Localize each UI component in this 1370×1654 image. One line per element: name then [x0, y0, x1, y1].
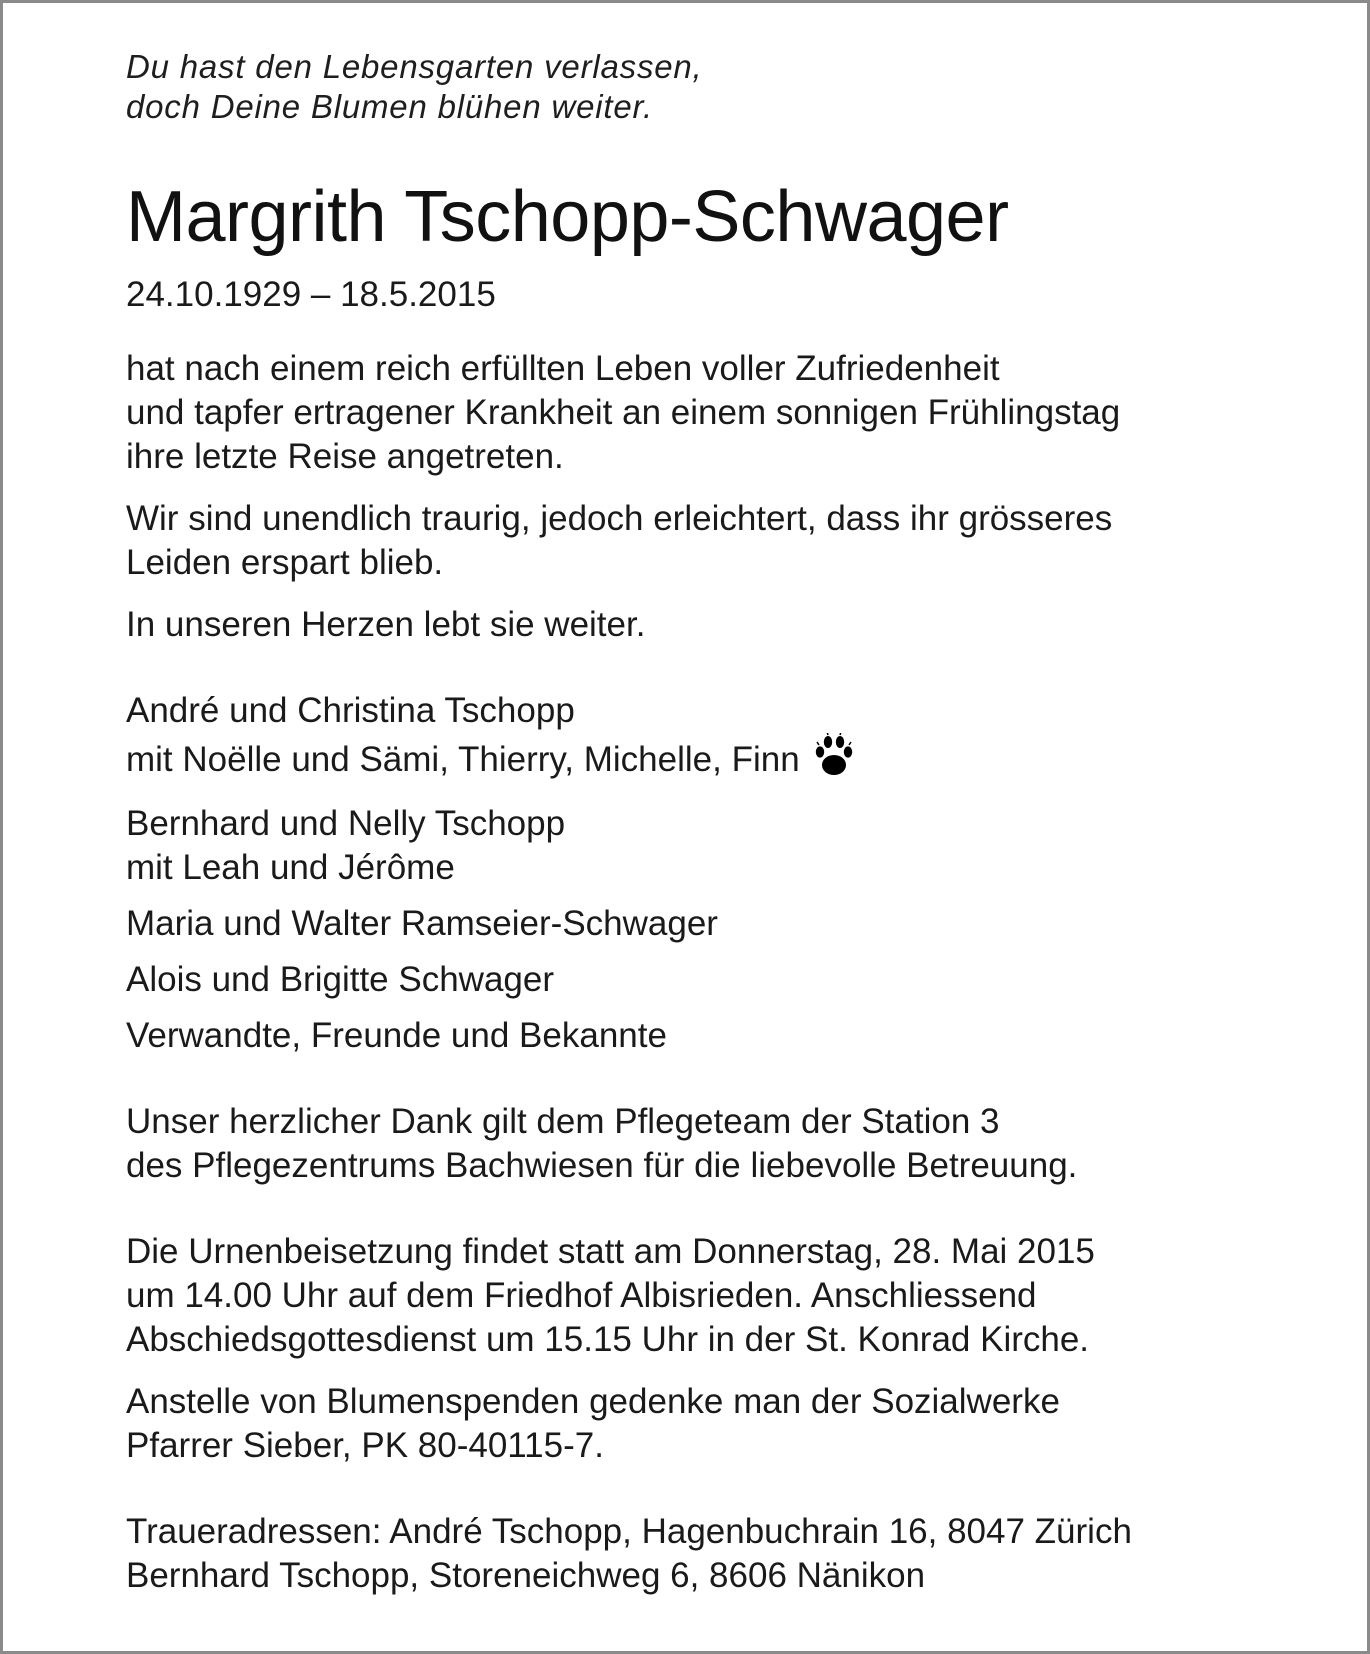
family-alois: Alois und Brigitte Schwager [126, 960, 554, 999]
ceremony-line: um 14.00 Uhr auf dem Friedhof Albisrieden. Anschliessend [126, 1276, 1037, 1315]
life-dates: 24.10.1929 – 18.5.2015 [126, 275, 496, 314]
family-line: Bernhard und Nelly Tschopp [126, 804, 566, 843]
intro-line: und tapfer ertragener Krankheit an einem sonnigen Frühlingstag [126, 393, 1121, 432]
family-line: André und Christina Tschopp [126, 691, 575, 730]
intro-line: ihre letzte Reise angetreten. [126, 437, 564, 476]
family-andre [126, 689, 1326, 790]
thanks-paragraph [126, 1100, 1326, 1188]
thanks-line: des Pflegezentrums Bachwiesen für die liebevolle Betreuung. [126, 1146, 1078, 1185]
donation-paragraph [126, 1380, 1326, 1468]
motto-line: Du hast den Lebensgarten verlassen, [126, 48, 703, 85]
donation-line: Anstelle von Blumenspenden gedenke man der Sozialwerke [126, 1382, 1060, 1421]
relief-line: Wir sind unendlich traurig, jedoch erleichtert, dass ihr grösseres [126, 499, 1113, 538]
intro-paragraph [126, 347, 1326, 479]
address-line: Bernhard Tschopp, Storeneichweg 6, 8606 Nänikon [126, 1556, 926, 1595]
ceremony-paragraph [126, 1230, 1326, 1362]
deceased-name: Margrith Tschopp-Schwager [126, 177, 1009, 257]
relief-line: Leiden erspart blieb. [126, 543, 444, 582]
addresses-paragraph [126, 1510, 1326, 1598]
thanks-line: Unser herzlicher Dank gilt dem Pflegeteam der Station 3 [126, 1102, 1000, 1141]
family-line-text: mit Noëlle und Sämi, Thierry, Michelle, Finn [126, 740, 800, 779]
intro-line: hat nach einem reich erfüllten Leben voller Zufriedenheit [126, 349, 1000, 388]
obituary-content [126, 47, 1326, 1598]
family-line-with-paw [126, 733, 1326, 790]
ceremony-line: Abschiedsgottesdienst um 15.15 Uhr in der St. Konrad Kirche. [126, 1320, 1090, 1359]
memory-line: In unseren Herzen lebt sie weiter. [126, 605, 646, 644]
motto-verse [126, 47, 1326, 127]
family-bernhard [126, 802, 1326, 890]
family-maria: Maria und Walter Ramseier-Schwager [126, 904, 718, 943]
address-line: Traueradressen: André Tschopp, Hagenbuchrain 16, 8047 Zürich [126, 1512, 1132, 1551]
family-line: mit Leah und Jérôme [126, 848, 455, 887]
ceremony-line: Die Urnenbeisetzung findet statt am Donnerstag, 28. Mai 2015 [126, 1232, 1095, 1271]
paw-print-icon [814, 733, 854, 790]
donation-line: Pfarrer Sieber, PK 80-40115-7. [126, 1426, 604, 1465]
family-others: Verwandte, Freunde und Bekannte [126, 1016, 667, 1055]
relief-paragraph [126, 497, 1326, 585]
motto-line: doch Deine Blumen blühen weiter. [126, 88, 654, 125]
